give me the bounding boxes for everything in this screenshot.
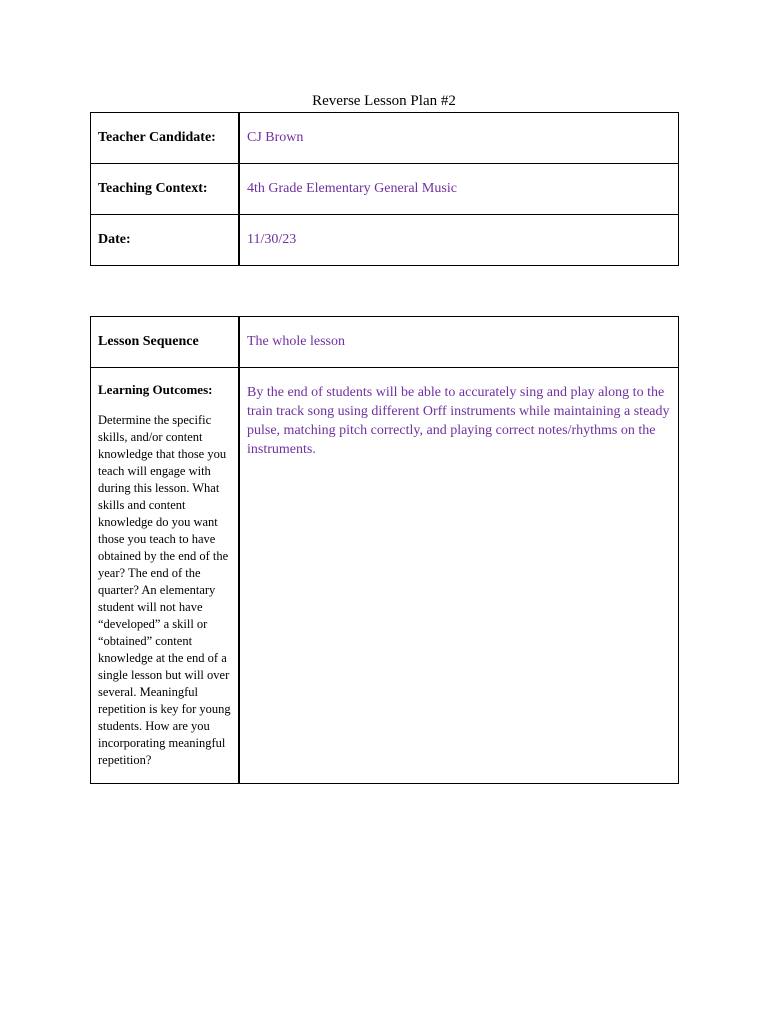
lesson-sequence-value: The whole lesson [239, 317, 679, 368]
table-row [91, 164, 679, 215]
lesson-plan-table [90, 316, 679, 784]
table-row [91, 317, 679, 368]
document-title: Reverse Lesson Plan #2 [312, 93, 456, 109]
learning-outcomes-cell [91, 368, 240, 784]
date-value: 11/30/23 [239, 215, 679, 266]
teacher-candidate-value: CJ Brown [239, 113, 679, 164]
teaching-context-label: Teaching Context: [91, 164, 240, 215]
learning-outcomes-value: By the end of students will be able to accurately sing and play along to the train track song using different Orff instruments while maintaining a steady pulse, matching pitch correctly, and playing correct notes/rhythms on the instruments. [247, 385, 670, 457]
table-row [91, 215, 679, 266]
teacher-candidate-label: Teacher Candidate: [91, 113, 240, 164]
teaching-context-value: 4th Grade Elementary General Music [239, 164, 679, 215]
lesson-sequence-label: Lesson Sequence [91, 317, 240, 368]
date-label: Date: [91, 215, 240, 266]
learning-outcomes-response-cell [239, 368, 679, 784]
table-row [91, 368, 679, 784]
learning-outcomes-label: Learning Outcomes: [98, 382, 213, 397]
learning-outcomes-instructions: Determine the specific skills, and/or content knowledge that those you teach will engage with during this lesson. What skills and content knowledge do you want those you teach to have obtained by the end of the year? The end of the quarter? An elementary student will not have “developed” a skill or “obtained” content knowledge at the end of a single lesson but will over several. Meaningful repetition is key for young students. How are you incorporating meaningful repetition? [98, 413, 231, 767]
table-row [91, 113, 679, 164]
teacher-info-table [90, 112, 679, 266]
